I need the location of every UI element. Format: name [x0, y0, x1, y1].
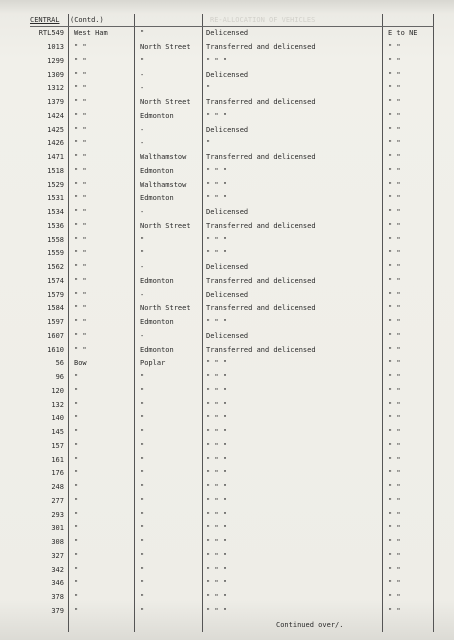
vehicle-number: 1536 [47, 221, 64, 230]
route-change: " " [388, 331, 401, 340]
status: " " " [206, 235, 228, 244]
from-garage: " [74, 414, 79, 423]
route-change: " " [388, 304, 401, 313]
route-change: " " [388, 593, 401, 601]
from-garage: " " [74, 304, 87, 313]
vehicle-number: 378 [51, 593, 64, 601]
vehicle-number: 342 [51, 565, 64, 574]
to-garage: " [140, 56, 145, 65]
vehicle-number: 1425 [47, 125, 64, 134]
vehicle-number: 1579 [47, 290, 64, 299]
status: Transferred and delicensed [206, 221, 316, 230]
from-garage: " [74, 373, 79, 381]
to-garage: North Street [140, 221, 191, 230]
to-garage: Edmonton [140, 345, 174, 354]
table-row [0, 401, 454, 415]
table-row [0, 414, 454, 428]
to-garage: Edmonton [140, 318, 174, 326]
from-garage: " " [74, 70, 87, 79]
to-garage: " [140, 441, 145, 450]
route-change: " " [388, 180, 401, 189]
from-garage: " [74, 428, 79, 436]
from-garage: " " [74, 318, 87, 326]
status: Transferred and delicensed [206, 276, 316, 285]
table-row [0, 497, 454, 511]
status: " " " [206, 373, 228, 381]
to-garage: Walthamstow [140, 180, 187, 189]
from-garage: " [74, 441, 79, 450]
route-change: " " [388, 111, 401, 120]
from-garage: " " [74, 331, 87, 340]
route-change: " " [388, 538, 401, 546]
vehicle-number: 1531 [47, 194, 64, 203]
to-garage: " [140, 483, 145, 491]
to-garage: " [140, 551, 145, 560]
from-garage: " [74, 606, 79, 615]
status: " " " [206, 510, 228, 519]
from-garage: " [74, 524, 79, 533]
route-change: " " [388, 235, 401, 244]
to-garage: " [140, 400, 145, 409]
table-row [0, 387, 454, 401]
route-change: " " [388, 400, 401, 409]
route-change: " " [388, 441, 401, 450]
route-change: " " [388, 166, 401, 175]
route-change: " " [388, 386, 401, 395]
status: " " " [206, 483, 228, 491]
vehicle-number: 1518 [47, 166, 64, 175]
from-garage: " " [74, 221, 87, 230]
to-garage: Walthamstow [140, 153, 187, 161]
from-garage: " [74, 551, 79, 560]
table-row [0, 607, 454, 621]
vehicle-number: 1309 [47, 70, 64, 79]
table-row [0, 291, 454, 305]
vehicle-number: 308 [51, 538, 64, 546]
vehicle-number: 1013 [47, 43, 64, 51]
to-garage: " [140, 606, 145, 615]
route-change: " " [388, 249, 401, 258]
to-garage: - [140, 84, 145, 93]
to-garage: North Street [140, 98, 191, 106]
table-row [0, 181, 454, 195]
vehicle-number: 1610 [47, 345, 64, 354]
vehicle-number: RTL549 [38, 29, 64, 37]
vehicle-number: 176 [51, 469, 64, 478]
table-row [0, 84, 454, 98]
to-garage: " [140, 565, 145, 574]
status: " " " [206, 386, 228, 395]
route-change: " " [388, 43, 401, 51]
table-row [0, 428, 454, 442]
route-change: " " [388, 276, 401, 285]
vehicle-number: 277 [51, 496, 64, 505]
status: " " " [206, 593, 228, 601]
table-row [0, 126, 454, 140]
route-change: " " [388, 70, 401, 79]
status: " " " [206, 166, 228, 175]
status: " " " [206, 565, 228, 574]
from-garage: " " [74, 43, 87, 51]
vehicle-number: 1607 [47, 331, 64, 340]
route-change: " " [388, 524, 401, 533]
status: " [206, 139, 211, 148]
route-change: E to NE [388, 29, 418, 37]
to-garage: - [140, 263, 145, 271]
table-row [0, 98, 454, 112]
to-garage: " [140, 510, 145, 519]
vehicle-number: 1426 [47, 139, 64, 148]
from-garage: " " [74, 84, 87, 93]
status: " " " [206, 469, 228, 478]
to-garage: North Street [140, 43, 191, 51]
status: Delicensed [206, 29, 249, 37]
table-row [0, 359, 454, 373]
table-row [0, 511, 454, 525]
from-garage: " " [74, 345, 87, 354]
table-row [0, 249, 454, 263]
vehicle-number: 1597 [47, 318, 64, 326]
from-garage: " " [74, 153, 87, 161]
route-change: " " [388, 565, 401, 574]
vehicle-number: 1574 [47, 276, 64, 285]
table-row [0, 57, 454, 71]
status: Transferred and delicensed [206, 98, 316, 106]
to-garage: Edmonton [140, 111, 174, 120]
to-garage: " [140, 496, 145, 505]
status: Delicensed [206, 208, 249, 216]
from-garage: " " [74, 208, 87, 216]
status: " " " [206, 249, 228, 258]
to-garage: - [140, 290, 145, 299]
route-change: " " [388, 125, 401, 134]
status: " " " [206, 551, 228, 560]
vehicle-number: 161 [51, 455, 64, 464]
status: " " " [206, 318, 228, 326]
from-garage: " " [74, 180, 87, 189]
vehicle-number: 1529 [47, 180, 64, 189]
table-row [0, 566, 454, 580]
status: Transferred and delicensed [206, 153, 316, 161]
faded-heading: RE-ALLOCATION OF VEHICLES [210, 16, 316, 24]
route-change: " " [388, 606, 401, 615]
route-change: " " [388, 579, 401, 588]
table-row [0, 236, 454, 250]
table-row [0, 304, 454, 318]
from-garage: " [74, 538, 79, 546]
status: " " " [206, 496, 228, 505]
from-garage: " " [74, 98, 87, 106]
vehicle-number: 120 [51, 386, 64, 395]
header-rule [30, 26, 434, 27]
vehicle-number: 379 [51, 606, 64, 615]
status: " " " [206, 455, 228, 464]
status: Delicensed [206, 263, 249, 271]
to-garage: " [140, 593, 145, 601]
route-change: " " [388, 428, 401, 436]
vehicle-number: 301 [51, 524, 64, 533]
to-garage: - [140, 125, 145, 134]
vehicle-number: 1299 [47, 56, 64, 65]
table-row [0, 71, 454, 85]
to-garage: Edmonton [140, 166, 174, 175]
status: " " " [206, 538, 228, 546]
to-garage: " [140, 373, 145, 381]
status: " " " [206, 194, 228, 203]
from-garage: " [74, 386, 79, 395]
from-garage: " " [74, 111, 87, 120]
continued-note: Continued over/. [276, 621, 344, 629]
status: " " " [206, 359, 228, 368]
route-change: " " [388, 469, 401, 478]
route-change: " " [388, 84, 401, 93]
table-row [0, 552, 454, 566]
from-garage: " [74, 510, 79, 519]
route-change: " " [388, 551, 401, 560]
status: " " " [206, 414, 228, 423]
table-row [0, 538, 454, 552]
vehicle-number: 56 [55, 359, 64, 368]
table-row [0, 208, 454, 222]
route-change: " " [388, 496, 401, 505]
table-row [0, 263, 454, 277]
route-change: " " [388, 194, 401, 203]
from-garage: " " [74, 125, 87, 134]
to-garage: Poplar [140, 359, 166, 368]
from-garage: " [74, 579, 79, 588]
status: Delicensed [206, 331, 249, 340]
status: " " " [206, 428, 228, 436]
section-title: CENTRAL [30, 16, 60, 24]
vehicle-number: 327 [51, 551, 64, 560]
table-row [0, 194, 454, 208]
table-row [0, 373, 454, 387]
table-row [0, 318, 454, 332]
route-change: " " [388, 373, 401, 381]
to-garage: - [140, 208, 145, 216]
route-change: " " [388, 414, 401, 423]
route-change: " " [388, 455, 401, 464]
to-garage: " [140, 428, 145, 436]
table-row [0, 456, 454, 470]
contd-label: (Contd.) [70, 16, 104, 24]
to-garage: Edmonton [140, 276, 174, 285]
table-row [0, 346, 454, 360]
table-row [0, 153, 454, 167]
from-garage: " [74, 400, 79, 409]
status: " " " [206, 606, 228, 615]
from-garage: " " [74, 276, 87, 285]
from-garage: " [74, 483, 79, 491]
status: " " " [206, 441, 228, 450]
to-garage: " [140, 29, 145, 37]
from-garage: " " [74, 290, 87, 299]
route-change: " " [388, 153, 401, 161]
status: " " " [206, 56, 228, 65]
status: Transferred and delicensed [206, 43, 316, 51]
vehicle-number: 1559 [47, 249, 64, 258]
table-row [0, 593, 454, 607]
vehicle-number: 140 [51, 414, 64, 423]
to-garage: - [140, 70, 145, 79]
status: " [206, 84, 211, 93]
to-garage: " [140, 235, 145, 244]
from-garage: Bow [74, 359, 87, 368]
route-change: " " [388, 139, 401, 148]
to-garage: " [140, 538, 145, 546]
to-garage: - [140, 331, 145, 340]
table-row [0, 112, 454, 126]
vehicle-number: 1424 [47, 111, 64, 120]
to-garage: " [140, 524, 145, 533]
vehicle-number: 346 [51, 579, 64, 588]
route-change: " " [388, 345, 401, 354]
to-garage: " [140, 455, 145, 464]
vehicle-number: 1584 [47, 304, 64, 313]
from-garage: " [74, 496, 79, 505]
route-change: " " [388, 98, 401, 106]
status: " " " [206, 111, 228, 120]
to-garage: " [140, 469, 145, 478]
to-garage: " [140, 386, 145, 395]
table-row [0, 579, 454, 593]
route-change: " " [388, 208, 401, 216]
route-change: " " [388, 221, 401, 230]
status: Delicensed [206, 290, 249, 299]
table-row [0, 43, 454, 57]
vehicle-number: 145 [51, 428, 64, 436]
vehicle-number: 96 [55, 373, 64, 381]
to-garage: " [140, 414, 145, 423]
table-row [0, 524, 454, 538]
vehicle-number: 1562 [47, 263, 64, 271]
vehicle-number: 293 [51, 510, 64, 519]
from-garage: " [74, 593, 79, 601]
vehicle-number: 1558 [47, 235, 64, 244]
table-row [0, 167, 454, 181]
to-garage: " [140, 249, 145, 258]
from-garage: " " [74, 263, 87, 271]
vehicle-number: 157 [51, 441, 64, 450]
route-change: " " [388, 263, 401, 271]
route-change: " " [388, 318, 401, 326]
to-garage: Edmonton [140, 194, 174, 203]
from-garage: " " [74, 235, 87, 244]
status: Transferred and delicensed [206, 345, 316, 354]
route-change: " " [388, 290, 401, 299]
route-change: " " [388, 56, 401, 65]
vehicle-number: 1312 [47, 84, 64, 93]
table-row [0, 442, 454, 456]
status: " " " [206, 180, 228, 189]
vehicle-number: 132 [51, 400, 64, 409]
from-garage: " [74, 455, 79, 464]
from-garage: " " [74, 194, 87, 203]
route-change: " " [388, 359, 401, 368]
vehicle-number: 248 [51, 483, 64, 491]
status: " " " [206, 400, 228, 409]
status: Transferred and delicensed [206, 304, 316, 313]
vehicle-number: 1379 [47, 98, 64, 106]
status: Delicensed [206, 70, 249, 79]
status: " " " [206, 579, 228, 588]
status: " " " [206, 524, 228, 533]
table-row [0, 277, 454, 291]
from-garage: West Ham [74, 29, 108, 37]
to-garage: - [140, 139, 145, 148]
table-row [0, 332, 454, 346]
status: Delicensed [206, 125, 249, 134]
table-row [0, 139, 454, 153]
table-row [0, 29, 454, 43]
from-garage: " " [74, 249, 87, 258]
from-garage: " " [74, 166, 87, 175]
from-garage: " [74, 565, 79, 574]
vehicle-number: 1471 [47, 153, 64, 161]
from-garage: " " [74, 56, 87, 65]
vehicle-number: 1534 [47, 208, 64, 216]
from-garage: " [74, 469, 79, 478]
route-change: " " [388, 510, 401, 519]
to-garage: North Street [140, 304, 191, 313]
table-row [0, 222, 454, 236]
table-row [0, 469, 454, 483]
table-row [0, 483, 454, 497]
route-change: " " [388, 483, 401, 491]
to-garage: " [140, 579, 145, 588]
from-garage: " " [74, 139, 87, 148]
